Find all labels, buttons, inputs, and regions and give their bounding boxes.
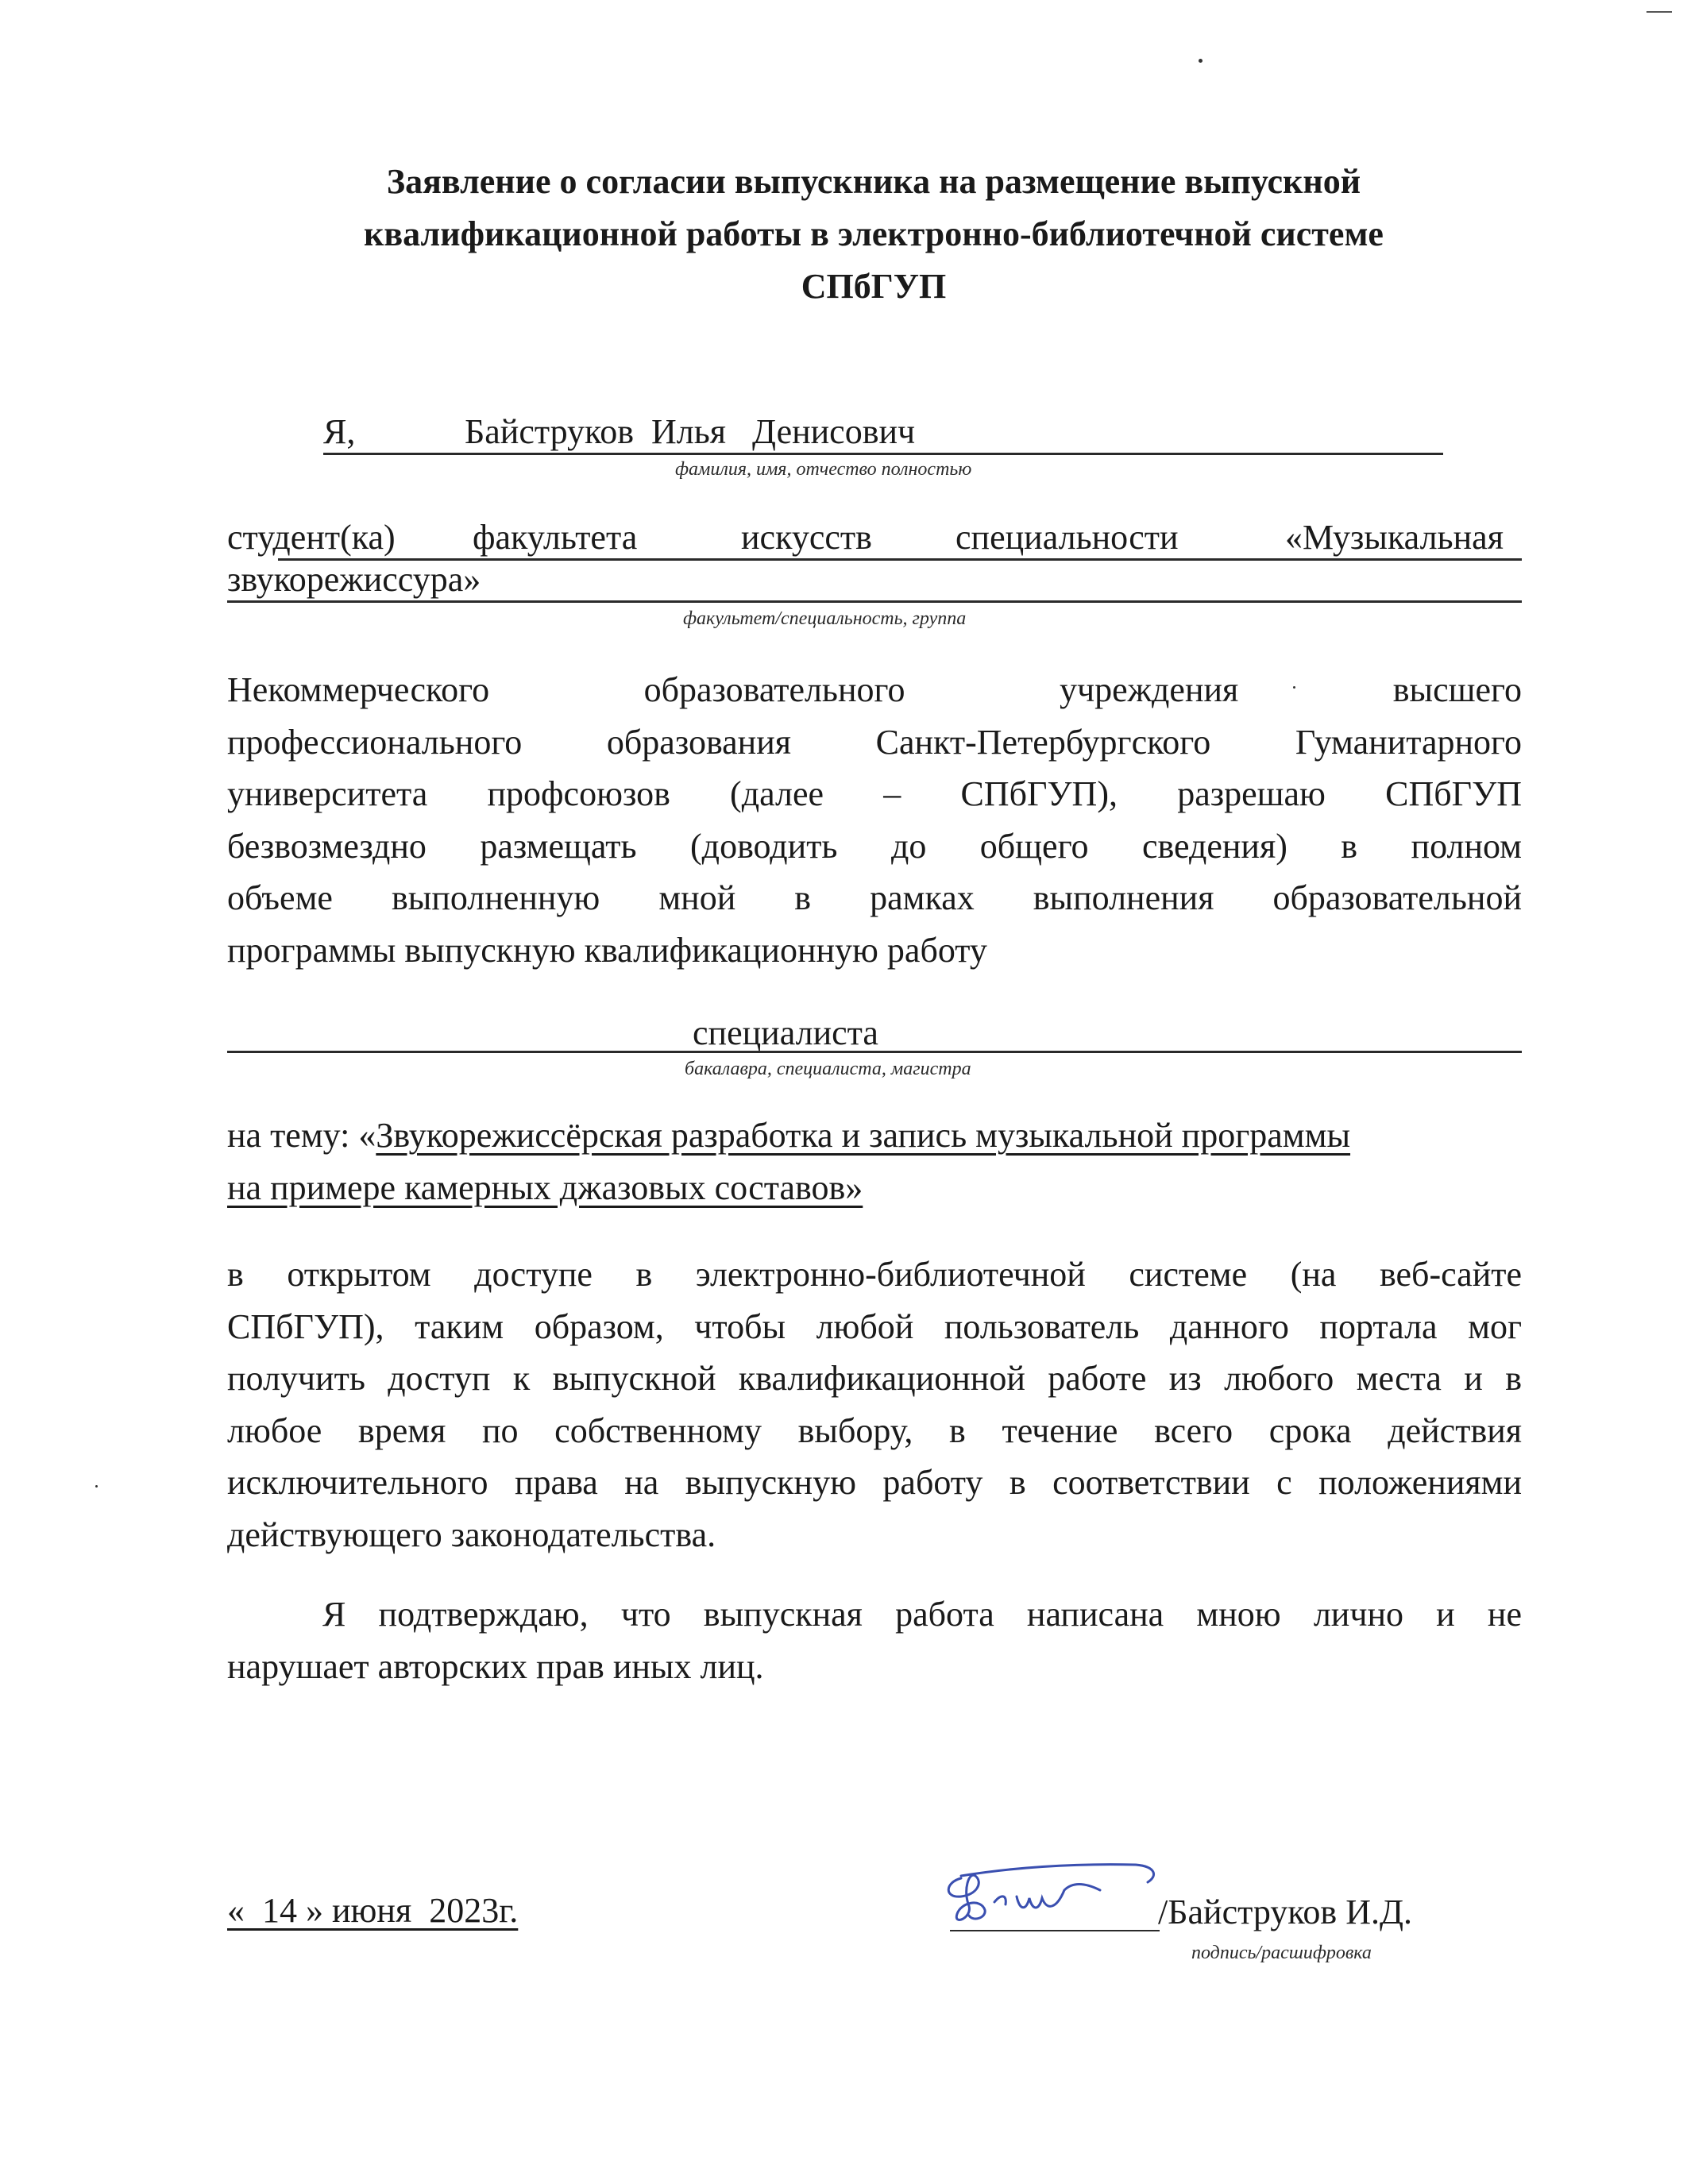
degree-underline	[227, 1051, 1522, 1053]
student-word: искусств	[741, 518, 872, 557]
title-line: Заявление о согласии выпускника на размещение выпускной	[386, 162, 1361, 201]
topic-prefix: на тему: «	[227, 1116, 376, 1155]
paragraph-line: СПбГУП), таким образом, чтобы любой пользователь данного портала мог	[227, 1306, 1522, 1346]
title-line: СПбГУП	[801, 267, 947, 306]
student-word: «Музыкальная	[1285, 518, 1504, 557]
title-line: квалификационной работы в электронно-библиотечной системе	[364, 214, 1384, 253]
confirmation-paragraph	[227, 1588, 1522, 1692]
topic-title-part-2: на примере камерных джазовых составов»	[227, 1168, 863, 1207]
paragraph-line: в открытом доступе в электронно-библиотечной системе (на веб-сайте	[227, 1255, 1522, 1294]
paragraph-line: получить доступ к выпускной квалификационной работе из любого места и в	[227, 1359, 1522, 1398]
paragraph-line: объеме выполненную мной в рамках выполнения образовательной	[227, 878, 1522, 917]
signature-name: /Байструков И.Д.	[1158, 1893, 1412, 1931]
topic-line-2	[227, 1167, 863, 1208]
paragraph-line: университета профсоюзов (далее – СПбГУП), разрешаю СПбГУП	[227, 774, 1522, 813]
statement-date: « 14 » июня 2023г.	[227, 1891, 519, 1930]
signature-underline	[950, 1930, 1160, 1931]
student-underline-2	[227, 600, 1522, 603]
student-word: студент(ка)	[227, 518, 396, 557]
paragraph-line: любое время по собственному выбору, в течение всего срока действия	[227, 1410, 1522, 1450]
student-caption: факультет/специальность, группа	[683, 608, 967, 629]
document-title	[238, 156, 1509, 313]
topic-title-part-1: Звукорежиссёрская разработка и запись музыкальной программы	[376, 1116, 1351, 1155]
paragraph-line: действующего законодательства.	[227, 1515, 716, 1554]
student-word: факультета	[473, 518, 638, 557]
student-word: специальности	[955, 518, 1179, 557]
name-underline	[323, 453, 1443, 455]
degree-caption: бакалавра, специалиста, магистра	[685, 1059, 971, 1079]
intro-prefix: Я,	[323, 412, 356, 451]
institution-paragraph	[227, 664, 1522, 976]
paragraph-line: безвозмездно размещать (доводить до общего сведения) в полном	[227, 826, 1522, 866]
paragraph-line: Я подтверждаю, что выпускная работа написана мною лично и не	[322, 1595, 1522, 1634]
topic-line-1	[227, 1115, 1350, 1156]
scan-speck	[95, 1485, 98, 1488]
student-full-name: Байструков Илья Денисович	[465, 412, 916, 451]
access-paragraph	[227, 1248, 1522, 1561]
paragraph-line: профессионального образования Санкт-Петербургского Гуманитарного	[227, 722, 1522, 762]
signature-caption: подпись/расшифровка	[1191, 1943, 1372, 1963]
name-caption: фамилия, имя, отчество полностью	[675, 459, 972, 480]
student-line-2: звукорежиссура»	[227, 560, 481, 599]
paragraph-line: Некоммерческого образовательного учреждения высшего	[227, 670, 1522, 709]
scan-edge-mark	[1646, 11, 1672, 13]
handwritten-signature-icon	[937, 1858, 1191, 1938]
paragraph-line: исключительного права на выпускную работу в соответствии с положениями	[227, 1463, 1522, 1502]
scan-speck	[1199, 59, 1203, 63]
paragraph-line: программы выпускную квалификационную работу	[227, 930, 987, 970]
degree-value: специалиста	[693, 1013, 878, 1052]
paragraph-line: нарушает авторских прав иных лиц.	[227, 1646, 764, 1686]
